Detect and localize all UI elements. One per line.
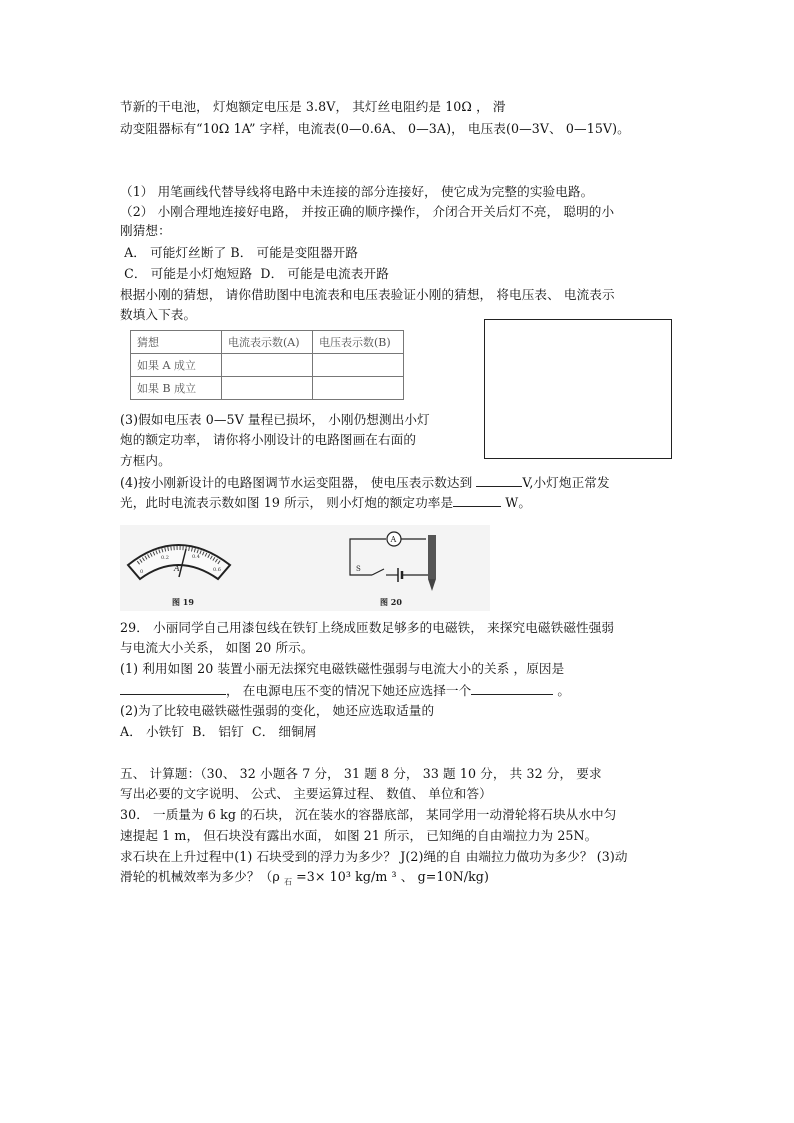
- question-30-line-c: 求石块在上升过程中(1) 石块受到的浮力为多少？ J(2)绳的自 由端拉力做功为多少？ (3)动: [120, 849, 628, 864]
- q4b-text-end: W。: [501, 495, 532, 510]
- q4a-text-end: V,小灯炮正常发: [522, 475, 610, 490]
- question-3-line-a: (3)假如电压表 0—5V 量程已损坏， 小刚仍想测出小灯: [120, 412, 430, 427]
- meter-unit-label: A: [174, 564, 180, 573]
- q30d-text-end: =3× 10³ kg/m ³ 、 g=10N/kg): [292, 869, 489, 884]
- circuit-drawing-box: [484, 319, 672, 459]
- switch-label: S: [356, 565, 361, 573]
- question-29-line-b: 与电流大小关系， 如图 20 所示。: [120, 640, 314, 655]
- density-subscript: 石: [283, 877, 293, 887]
- question-4-line-b: [120, 494, 531, 511]
- question-3-line-b: 炮的额定功率， 请你将小刚设计的电路图画在右面的: [120, 432, 417, 447]
- table-header-cell: 电压表示数(B): [313, 331, 404, 354]
- meter-scale-label: 0.2: [161, 555, 169, 561]
- figures-19-20: [120, 525, 490, 611]
- question-1: （1） 用笔画线代替导线将电路中未连接的部分连接好， 使它成为完整的实验电路。: [120, 184, 594, 199]
- options-c-d: C． 可能是小灯炮短路 D． 可能是电流表开路: [120, 266, 389, 281]
- meter-scale-label: 0.4: [192, 554, 200, 560]
- question-29-line-a: 29． 小丽同学自己用漆包线在铁钉上绕成匝数足够多的电磁铁， 来探究电磁铁磁性强弱: [120, 620, 615, 635]
- q4a-text: (4)按小刚新设计的电路图调节水运变阻器， 使电压表示数达到: [120, 475, 477, 490]
- question-29-1: (1) 利用如图 20 装置小丽无法探究电磁铁磁性强弱与电流大小的关系 ，原因是: [120, 661, 565, 676]
- table-header-cell: 猜想: [131, 331, 222, 354]
- q29-1b-end: 。: [553, 683, 571, 698]
- text-line-1: 节新的干电池， 灯炮额定电压是 3.8V， 其灯丝电阻约是 10Ω ， 滑: [120, 99, 506, 114]
- meter-scale-label: 0: [140, 569, 144, 575]
- table-row: [131, 354, 404, 377]
- ammeter-label: A: [390, 535, 397, 544]
- verify-line-2: 数填入下表。: [120, 307, 197, 322]
- question-29-2: (2)为了比较电磁铁磁性强弱的变化， 她还应选取适量的: [120, 703, 435, 718]
- iron-nail-coil-icon: [428, 535, 436, 579]
- question-3-line-c: 方框内。: [120, 453, 171, 468]
- guess-table: [130, 330, 404, 400]
- power-blank: [453, 494, 501, 507]
- question-30-line-b: 速提起 1 m， 但石块没有露出水面， 如图 21 所示， 已知绳的自由端拉力为 25N。: [120, 828, 598, 843]
- question-30-line-a: 30． 一质量为 6 kg 的石块， 沉在装水的容器底部， 某同学用一动滑轮将石块从水中匀: [120, 807, 617, 822]
- nail-tip-icon: [428, 579, 436, 591]
- question-2-line-a: （2） 小刚合理地连接好电路， 并按正确的顺序操作， 介闭合开关后灯不亮， 聪明的小: [120, 204, 615, 219]
- options-a-b: A． 可能灯丝断了 B． 可能是变阻器开路: [120, 245, 359, 260]
- text-line-2: 动变阻器标有“10Ω 1A” 字样，电流表(0—0.6A、 0—3A)， 电压表(0—3V、 0—15V)。: [120, 121, 630, 136]
- question-29-options: A． 小铁钉 B． 铝钉 C． 细铜屑: [120, 724, 317, 739]
- table-cell: 如果 A 成立: [131, 354, 222, 377]
- question-4-line-a: [120, 474, 610, 491]
- meter-face-icon: [128, 545, 230, 579]
- section-5-heading-b: 写出必要的文字说明、 公式、 主要运算过程、 数值、 单位和答）: [120, 786, 492, 801]
- voltage-blank: [476, 474, 522, 487]
- reason-blank: [120, 682, 226, 695]
- section-5-heading-a: 五、 计算题：（30、 32 小题各 7 分， 31 题 8 分， 33 题 10 分， 共 32 分， 要求: [120, 766, 602, 781]
- question-2-line-b: 刚猜想：: [120, 223, 171, 238]
- fig20-caption: 图 20: [380, 597, 402, 607]
- table-cell: [313, 377, 404, 400]
- table-cell: [313, 354, 404, 377]
- component-blank: [471, 682, 553, 695]
- table-row: [131, 377, 404, 400]
- table-header-row: [131, 331, 404, 354]
- table-cell: 如果 B 成立: [131, 377, 222, 400]
- fig19-caption: 图 19: [172, 597, 194, 607]
- question-30-line-d: [120, 869, 489, 891]
- verify-line-1: 根据小刚的猜想， 请你借助图中电流表和电压表验证小刚的猜想， 将电压表、 电流表示: [120, 287, 615, 302]
- q30d-text: 滑轮的机械效率为多少？（ρ: [120, 869, 284, 884]
- q4b-text: 光，此时电流表示数如图 19 所示， 则小灯炮的额定功率是: [120, 495, 454, 510]
- question-29-1-line-b: [120, 682, 570, 699]
- meter-scale-label: 0.6: [213, 567, 221, 573]
- circuit-wire-right: [402, 545, 432, 575]
- figures-svg: [120, 525, 490, 611]
- switch-icon: [372, 569, 384, 575]
- q29-1b-text: ， 在电源电压不变的情况下她还应选择一个: [226, 683, 472, 698]
- table-cell: [222, 377, 313, 400]
- table-cell: [222, 354, 313, 377]
- table-header-cell: 电流表示数(A): [222, 331, 313, 354]
